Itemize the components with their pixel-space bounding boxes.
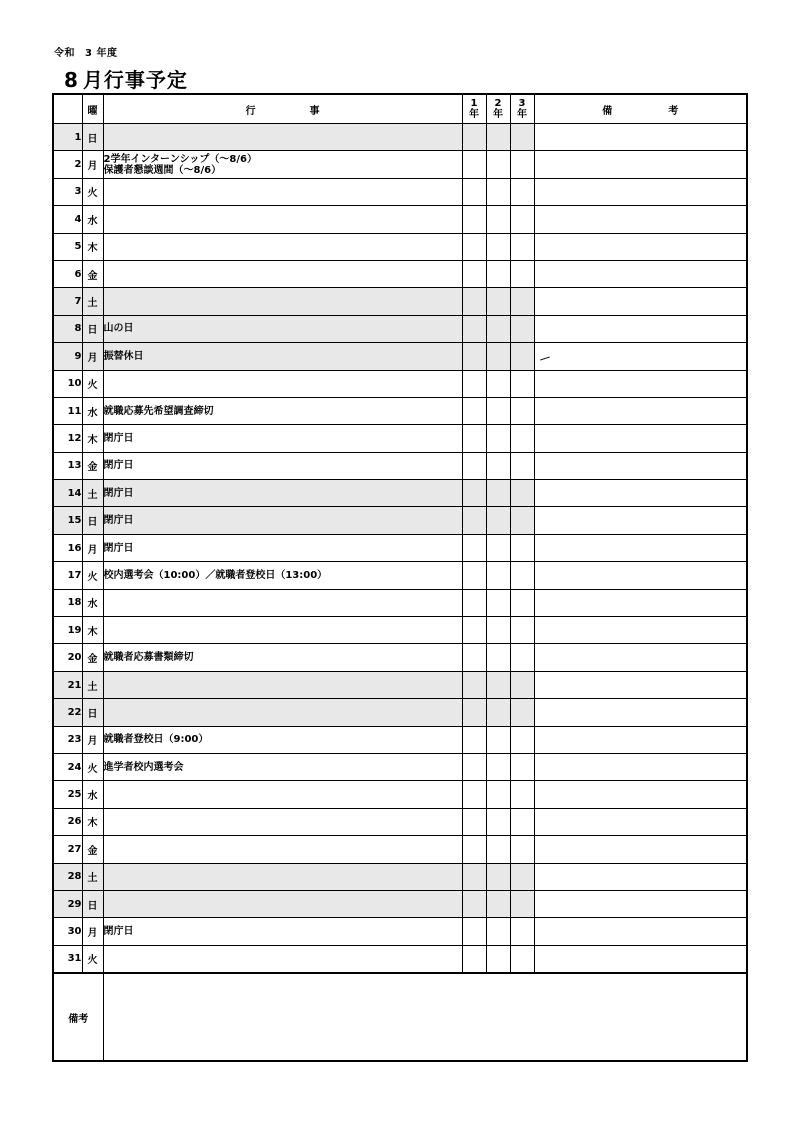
event-text: 2学年インターンシップ（～8/6） [103, 153, 257, 165]
event-cell [103, 425, 462, 452]
day-number: 14 [53, 480, 82, 507]
grade-1-cell [462, 945, 486, 973]
grade-3-cell [510, 781, 534, 808]
grade-2-cell [486, 753, 510, 780]
day-number: 5 [53, 233, 82, 260]
weekday: 土 [82, 288, 103, 315]
grade-1-cell [462, 124, 486, 151]
event-cell [103, 945, 462, 973]
grade-2-cell [486, 890, 510, 917]
event-text: 閉庁日 [103, 460, 134, 472]
grade-3-cell [510, 726, 534, 753]
grade-2-cell [486, 206, 510, 233]
note-cell [534, 753, 747, 780]
grade-1-cell [462, 589, 486, 616]
remarks-cell [103, 973, 747, 1061]
weekday: 水 [82, 781, 103, 808]
schedule-table [52, 93, 748, 1062]
note-cell [534, 233, 747, 260]
grade-1-cell [462, 343, 486, 370]
event-cell [103, 890, 462, 917]
grade-1-cell [462, 206, 486, 233]
table-row [53, 562, 747, 589]
weekday: 木 [82, 233, 103, 260]
table-row [53, 480, 747, 507]
note-cell [534, 206, 747, 233]
grade-1-cell [462, 425, 486, 452]
event-text: 就職者応募書類締切 [103, 652, 194, 664]
weekday: 水 [82, 397, 103, 424]
event-text: 振替休日 [103, 350, 144, 362]
grade-2-cell [486, 452, 510, 479]
grade-2-cell [486, 507, 510, 534]
table-row [53, 315, 747, 342]
grade-1-cell [462, 480, 486, 507]
event-cell [103, 863, 462, 890]
grade-3-cell [510, 397, 534, 424]
grade-3-cell [510, 452, 534, 479]
header-grade-2: 2 年 [486, 94, 510, 124]
event-text: 閉庁日 [103, 432, 134, 444]
grade-1-cell [462, 315, 486, 342]
grade-3-cell [510, 124, 534, 151]
event-text: 閉庁日 [103, 926, 134, 938]
grade-2-cell [486, 397, 510, 424]
note-cell [534, 836, 747, 863]
weekday: 金 [82, 260, 103, 287]
event-cell [103, 589, 462, 616]
note-cell [534, 918, 747, 945]
day-number: 21 [53, 671, 82, 698]
day-number: 25 [53, 781, 82, 808]
event-text: 就職者登校日（9:00） [103, 734, 209, 746]
note-cell [534, 945, 747, 973]
grade-2-cell [486, 151, 510, 178]
page-title [64, 64, 188, 93]
note-cell [534, 589, 747, 616]
table-row [53, 507, 747, 534]
remarks-row [53, 973, 747, 1061]
note-cell [534, 781, 747, 808]
weekday: 月 [82, 534, 103, 561]
weekday: 木 [82, 617, 103, 644]
day-number: 18 [53, 589, 82, 616]
day-number: 26 [53, 808, 82, 835]
weekday: 月 [82, 726, 103, 753]
day-number: 6 [53, 260, 82, 287]
note-cell [534, 480, 747, 507]
note-cell [534, 124, 747, 151]
grade-2-cell [486, 124, 510, 151]
grade-2-cell [486, 918, 510, 945]
table-row [53, 260, 747, 287]
note-cell [534, 671, 747, 698]
grade-2-cell [486, 343, 510, 370]
event-cell [103, 315, 462, 342]
day-number: 9 [53, 343, 82, 370]
table-row [53, 206, 747, 233]
note-cell [534, 288, 747, 315]
event-text: 閉庁日 [103, 515, 134, 527]
header-grade-1: 1 年 [462, 94, 486, 124]
grade-3-cell [510, 836, 534, 863]
note-cell [534, 397, 747, 424]
weekday: 金 [82, 452, 103, 479]
event-cell [103, 452, 462, 479]
fiscal-year: 3 年度 [85, 48, 118, 59]
weekday: 火 [82, 178, 103, 205]
event-cell [103, 507, 462, 534]
table-row [53, 178, 747, 205]
grade-3-cell [510, 918, 534, 945]
header-dow: 曜 [82, 94, 103, 124]
day-number: 13 [53, 452, 82, 479]
note-cell [534, 452, 747, 479]
month-number: 8 [64, 68, 79, 92]
note-cell [534, 370, 747, 397]
weekday: 月 [82, 918, 103, 945]
day-number: 17 [53, 562, 82, 589]
grade-2-cell [486, 288, 510, 315]
event-cell [103, 233, 462, 260]
note-cell [534, 507, 747, 534]
day-number: 10 [53, 370, 82, 397]
weekday: 木 [82, 808, 103, 835]
grade-1-cell [462, 534, 486, 561]
event-cell [103, 781, 462, 808]
day-number: 8 [53, 315, 82, 342]
weekday: 火 [82, 370, 103, 397]
header-grade-3: 3 年 [510, 94, 534, 124]
grade-1-cell [462, 644, 486, 671]
event-cell [103, 343, 462, 370]
event-cell [103, 370, 462, 397]
grade-2-cell [486, 671, 510, 698]
note-cell [534, 260, 747, 287]
grade-3-cell [510, 890, 534, 917]
table-row [53, 644, 747, 671]
grade-1-cell [462, 699, 486, 726]
grade-1-cell [462, 671, 486, 698]
grade-3-cell [510, 425, 534, 452]
weekday: 月 [82, 343, 103, 370]
event-text: 山の日 [103, 323, 134, 335]
pen-mark [540, 357, 550, 361]
event-cell [103, 753, 462, 780]
header-notes: 備 考 [534, 94, 747, 124]
grade-3-cell [510, 288, 534, 315]
event-cell [103, 480, 462, 507]
table-row [53, 452, 747, 479]
grade-3-cell [510, 808, 534, 835]
grade-1-cell [462, 370, 486, 397]
event-cell [103, 206, 462, 233]
era-name: 令和 [54, 48, 75, 59]
grade-3-cell [510, 480, 534, 507]
day-number: 12 [53, 425, 82, 452]
grade-1-cell [462, 890, 486, 917]
event-cell [103, 397, 462, 424]
event-cell [103, 671, 462, 698]
weekday: 土 [82, 863, 103, 890]
note-cell [534, 315, 747, 342]
weekday: 木 [82, 425, 103, 452]
table-row [53, 808, 747, 835]
event-cell [103, 288, 462, 315]
grade-2-cell [486, 370, 510, 397]
day-number: 29 [53, 890, 82, 917]
day-number: 16 [53, 534, 82, 561]
event-text: 就職応募先希望調査締切 [103, 405, 214, 417]
day-number: 22 [53, 699, 82, 726]
note-cell [534, 699, 747, 726]
table-row [53, 781, 747, 808]
day-number: 30 [53, 918, 82, 945]
event-text: 閉庁日 [103, 542, 134, 554]
grade-1-cell [462, 288, 486, 315]
event-cell [103, 617, 462, 644]
table-row [53, 945, 747, 973]
weekday: 水 [82, 589, 103, 616]
note-cell [534, 617, 747, 644]
grade-2-cell [486, 781, 510, 808]
note-cell [534, 562, 747, 589]
grade-2-cell [486, 178, 510, 205]
table-row [53, 124, 747, 151]
weekday: 火 [82, 753, 103, 780]
header-day [53, 94, 82, 124]
grade-1-cell [462, 397, 486, 424]
grade-2-cell [486, 945, 510, 973]
table-row [53, 589, 747, 616]
grade-2-cell [486, 534, 510, 561]
weekday: 日 [82, 124, 103, 151]
grade-2-cell [486, 863, 510, 890]
grade-2-cell [486, 480, 510, 507]
grade-1-cell [462, 452, 486, 479]
day-number: 27 [53, 836, 82, 863]
day-number: 19 [53, 617, 82, 644]
weekday: 金 [82, 836, 103, 863]
note-cell [534, 178, 747, 205]
header-events [103, 94, 462, 124]
table-row [53, 397, 747, 424]
table-row [53, 370, 747, 397]
table-row [53, 151, 747, 178]
table-row [53, 863, 747, 890]
grade-1-cell [462, 507, 486, 534]
event-cell [103, 918, 462, 945]
grade-1-cell [462, 808, 486, 835]
event-cell [103, 562, 462, 589]
grade-3-cell [510, 671, 534, 698]
table-row [53, 699, 747, 726]
grade-2-cell [486, 726, 510, 753]
grade-3-cell [510, 644, 534, 671]
grade-3-cell [510, 699, 534, 726]
grade-2-cell [486, 589, 510, 616]
weekday: 水 [82, 206, 103, 233]
table-row [53, 753, 747, 780]
table-row [53, 425, 747, 452]
grade-2-cell [486, 260, 510, 287]
weekday: 火 [82, 945, 103, 973]
grade-3-cell [510, 589, 534, 616]
note-cell [534, 151, 747, 178]
grade-2-cell [486, 233, 510, 260]
note-cell [534, 863, 747, 890]
grade-3-cell [510, 315, 534, 342]
event-cell [103, 836, 462, 863]
grade-2-cell [486, 836, 510, 863]
grade-3-cell [510, 343, 534, 370]
day-number: 11 [53, 397, 82, 424]
grade-3-cell [510, 233, 534, 260]
grade-3-cell [510, 507, 534, 534]
remarks-label: 備考 [53, 973, 103, 1061]
grade-1-cell [462, 918, 486, 945]
event-text-2: 保護者懇談週間（～8/6） [103, 164, 222, 176]
weekday: 金 [82, 644, 103, 671]
event-text: 閉庁日 [103, 487, 134, 499]
note-cell [534, 726, 747, 753]
grade-2-cell [486, 808, 510, 835]
grade-3-cell [510, 151, 534, 178]
fiscal-year-label [54, 44, 117, 59]
event-cell [103, 699, 462, 726]
event-cell [103, 808, 462, 835]
table-row [53, 343, 747, 370]
header-events-char1: 行 [245, 105, 256, 117]
day-number: 7 [53, 288, 82, 315]
grade-3-cell [510, 863, 534, 890]
grade-1-cell [462, 753, 486, 780]
event-cell [103, 151, 462, 178]
grade-3-cell [510, 753, 534, 780]
weekday: 火 [82, 562, 103, 589]
table-row [53, 617, 747, 644]
weekday: 日 [82, 699, 103, 726]
grade-3-cell [510, 534, 534, 561]
event-cell [103, 124, 462, 151]
day-number: 1 [53, 124, 82, 151]
header-events-char2: 事 [309, 105, 320, 117]
event-cell [103, 644, 462, 671]
event-cell [103, 178, 462, 205]
day-number: 15 [53, 507, 82, 534]
grade-2-cell [486, 617, 510, 644]
table-row [53, 918, 747, 945]
event-cell [103, 260, 462, 287]
table-row [53, 890, 747, 917]
grade-2-cell [486, 425, 510, 452]
table-row [53, 671, 747, 698]
weekday: 土 [82, 671, 103, 698]
grade-2-cell [486, 562, 510, 589]
title-text: 月行事予定 [82, 68, 188, 92]
note-cell [534, 343, 747, 370]
day-number: 20 [53, 644, 82, 671]
day-number: 2 [53, 151, 82, 178]
note-cell [534, 534, 747, 561]
grade-3-cell [510, 370, 534, 397]
grade-3-cell [510, 562, 534, 589]
weekday: 日 [82, 890, 103, 917]
grade-1-cell [462, 617, 486, 644]
grade-1-cell [462, 726, 486, 753]
grade-2-cell [486, 699, 510, 726]
event-text: 進学者校内選考会 [103, 761, 184, 773]
event-text: 校内選考会（10:00）／就職者登校日（13:00） [103, 569, 328, 581]
table-row [53, 726, 747, 753]
note-cell [534, 425, 747, 452]
grade-3-cell [510, 206, 534, 233]
grade-1-cell [462, 260, 486, 287]
note-cell [534, 644, 747, 671]
weekday: 土 [82, 480, 103, 507]
event-cell [103, 726, 462, 753]
grade-1-cell [462, 151, 486, 178]
note-cell [534, 890, 747, 917]
grade-1-cell [462, 836, 486, 863]
day-number: 23 [53, 726, 82, 753]
grade-1-cell [462, 178, 486, 205]
note-cell [534, 808, 747, 835]
weekday: 日 [82, 315, 103, 342]
event-cell [103, 534, 462, 561]
table-row [53, 288, 747, 315]
grade-1-cell [462, 863, 486, 890]
grade-1-cell [462, 562, 486, 589]
grade-3-cell [510, 178, 534, 205]
grade-2-cell [486, 315, 510, 342]
day-number: 31 [53, 945, 82, 973]
table-header-row [53, 94, 747, 124]
day-number: 3 [53, 178, 82, 205]
grade-2-cell [486, 644, 510, 671]
weekday: 月 [82, 151, 103, 178]
day-number: 28 [53, 863, 82, 890]
day-number: 24 [53, 753, 82, 780]
grade-1-cell [462, 781, 486, 808]
grade-3-cell [510, 617, 534, 644]
grade-1-cell [462, 233, 486, 260]
grade-3-cell [510, 945, 534, 973]
table-row [53, 233, 747, 260]
weekday: 日 [82, 507, 103, 534]
table-row [53, 534, 747, 561]
day-number: 4 [53, 206, 82, 233]
table-row [53, 836, 747, 863]
grade-3-cell [510, 260, 534, 287]
